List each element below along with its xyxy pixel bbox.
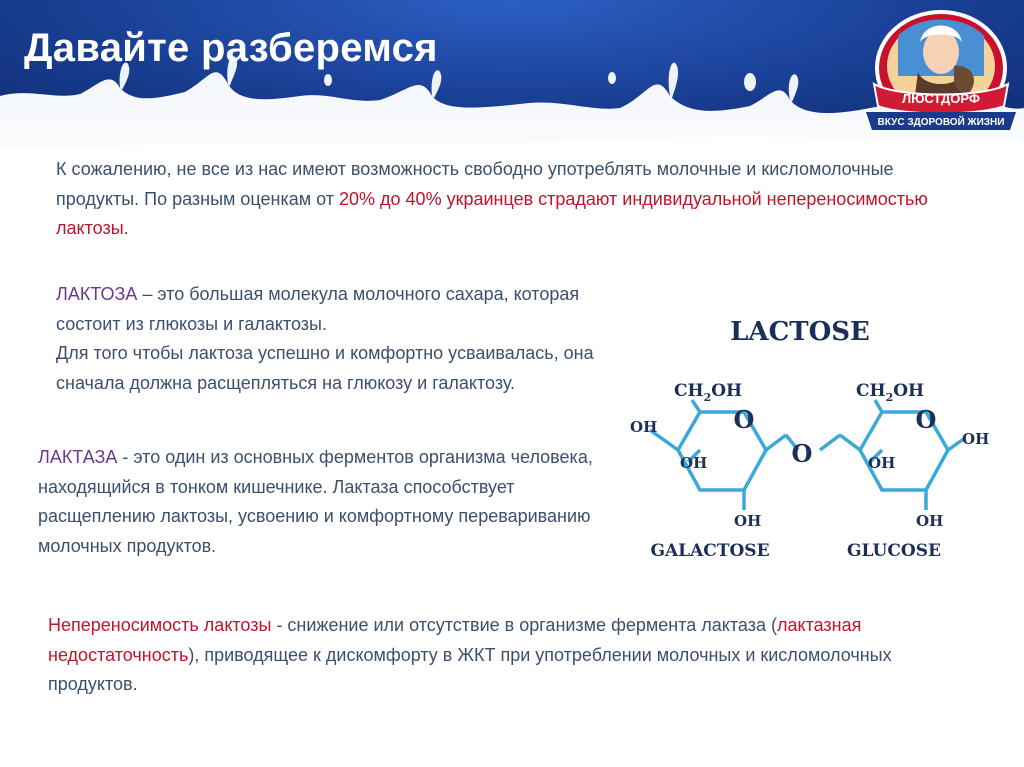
diagram-title: LACTOSE [730, 317, 870, 347]
galactose-oh-mid: OH [680, 454, 708, 472]
intolerance-text-1: - снижение или отсутствие в организме фермента лактаза ( [271, 615, 777, 635]
glucose-ring-oxygen: O [915, 405, 937, 434]
logo-slogan-text: ВКУС ЗДОРОВОЙ ЖИЗНИ [877, 117, 1005, 128]
galactose-oh-left: OH [630, 418, 658, 436]
lactose-text-2: Для того чтобы лактоза успешно и комфортно усваивалась, она сначала должна расщепляться на глюкозу и галактозу. [56, 343, 594, 393]
lactose-definition [56, 280, 636, 398]
glucose-oh-right: OH [962, 430, 990, 448]
galactose-ring-oxygen: O [733, 405, 755, 434]
intolerance-term-2: лактазная недостаточность [48, 615, 862, 665]
lactose-term: ЛАКТОЗА [56, 284, 138, 304]
intro-highlight: 20% до 40% украинцев страдают индивидуальной непереносимостью лактозы. [56, 188, 928, 238]
lactose-text: – это большая молекула молочного сахара, которая состоит из глюкозы и галактозы. [56, 284, 580, 334]
logo-brand-text: ЛЮСТДОРФ [901, 91, 981, 106]
glycosidic-oxygen: O [791, 439, 813, 468]
intro-paragraph [56, 155, 976, 244]
galactose-label: GALACTOSE [650, 541, 770, 561]
lactose-structure-diagram [620, 300, 1000, 570]
brand-logo [858, 6, 1024, 136]
lactase-term: ЛАКТАЗА [38, 447, 118, 467]
lactase-definition [38, 443, 628, 561]
glucose-oh-bottom: OH [916, 512, 944, 530]
glucose-ch2oh: $CH_2OH$ [856, 381, 925, 404]
page-title: Давайте разберемся [24, 26, 438, 70]
intolerance-definition [48, 611, 978, 700]
glucose-label: GLUCOSE [847, 541, 941, 561]
intolerance-text-2: ), приводящее к дискомфорту в ЖКТ при употреблении молочных и кисломолочных продуктов. [48, 644, 892, 694]
galactose-ch2oh: $CH_2OH$ [674, 381, 743, 404]
lactase-text: - это один из основных ферментов организма человека, находящийся в тонком кишечнике. Лактаза способствует расщеплению лактозы, усвоению и комфортному перевариванию молочных продуктов. [38, 447, 593, 556]
intolerance-term: Непереносимость лактозы [48, 615, 272, 635]
intro-text: К сожалению, не все из нас имеют возможность свободно употреблять молочные и кисломолочные продукты. По разным оценкам от [56, 159, 894, 209]
galactose-oh-bottom: OH [734, 512, 762, 530]
glucose-oh-mid: OH [868, 454, 896, 472]
